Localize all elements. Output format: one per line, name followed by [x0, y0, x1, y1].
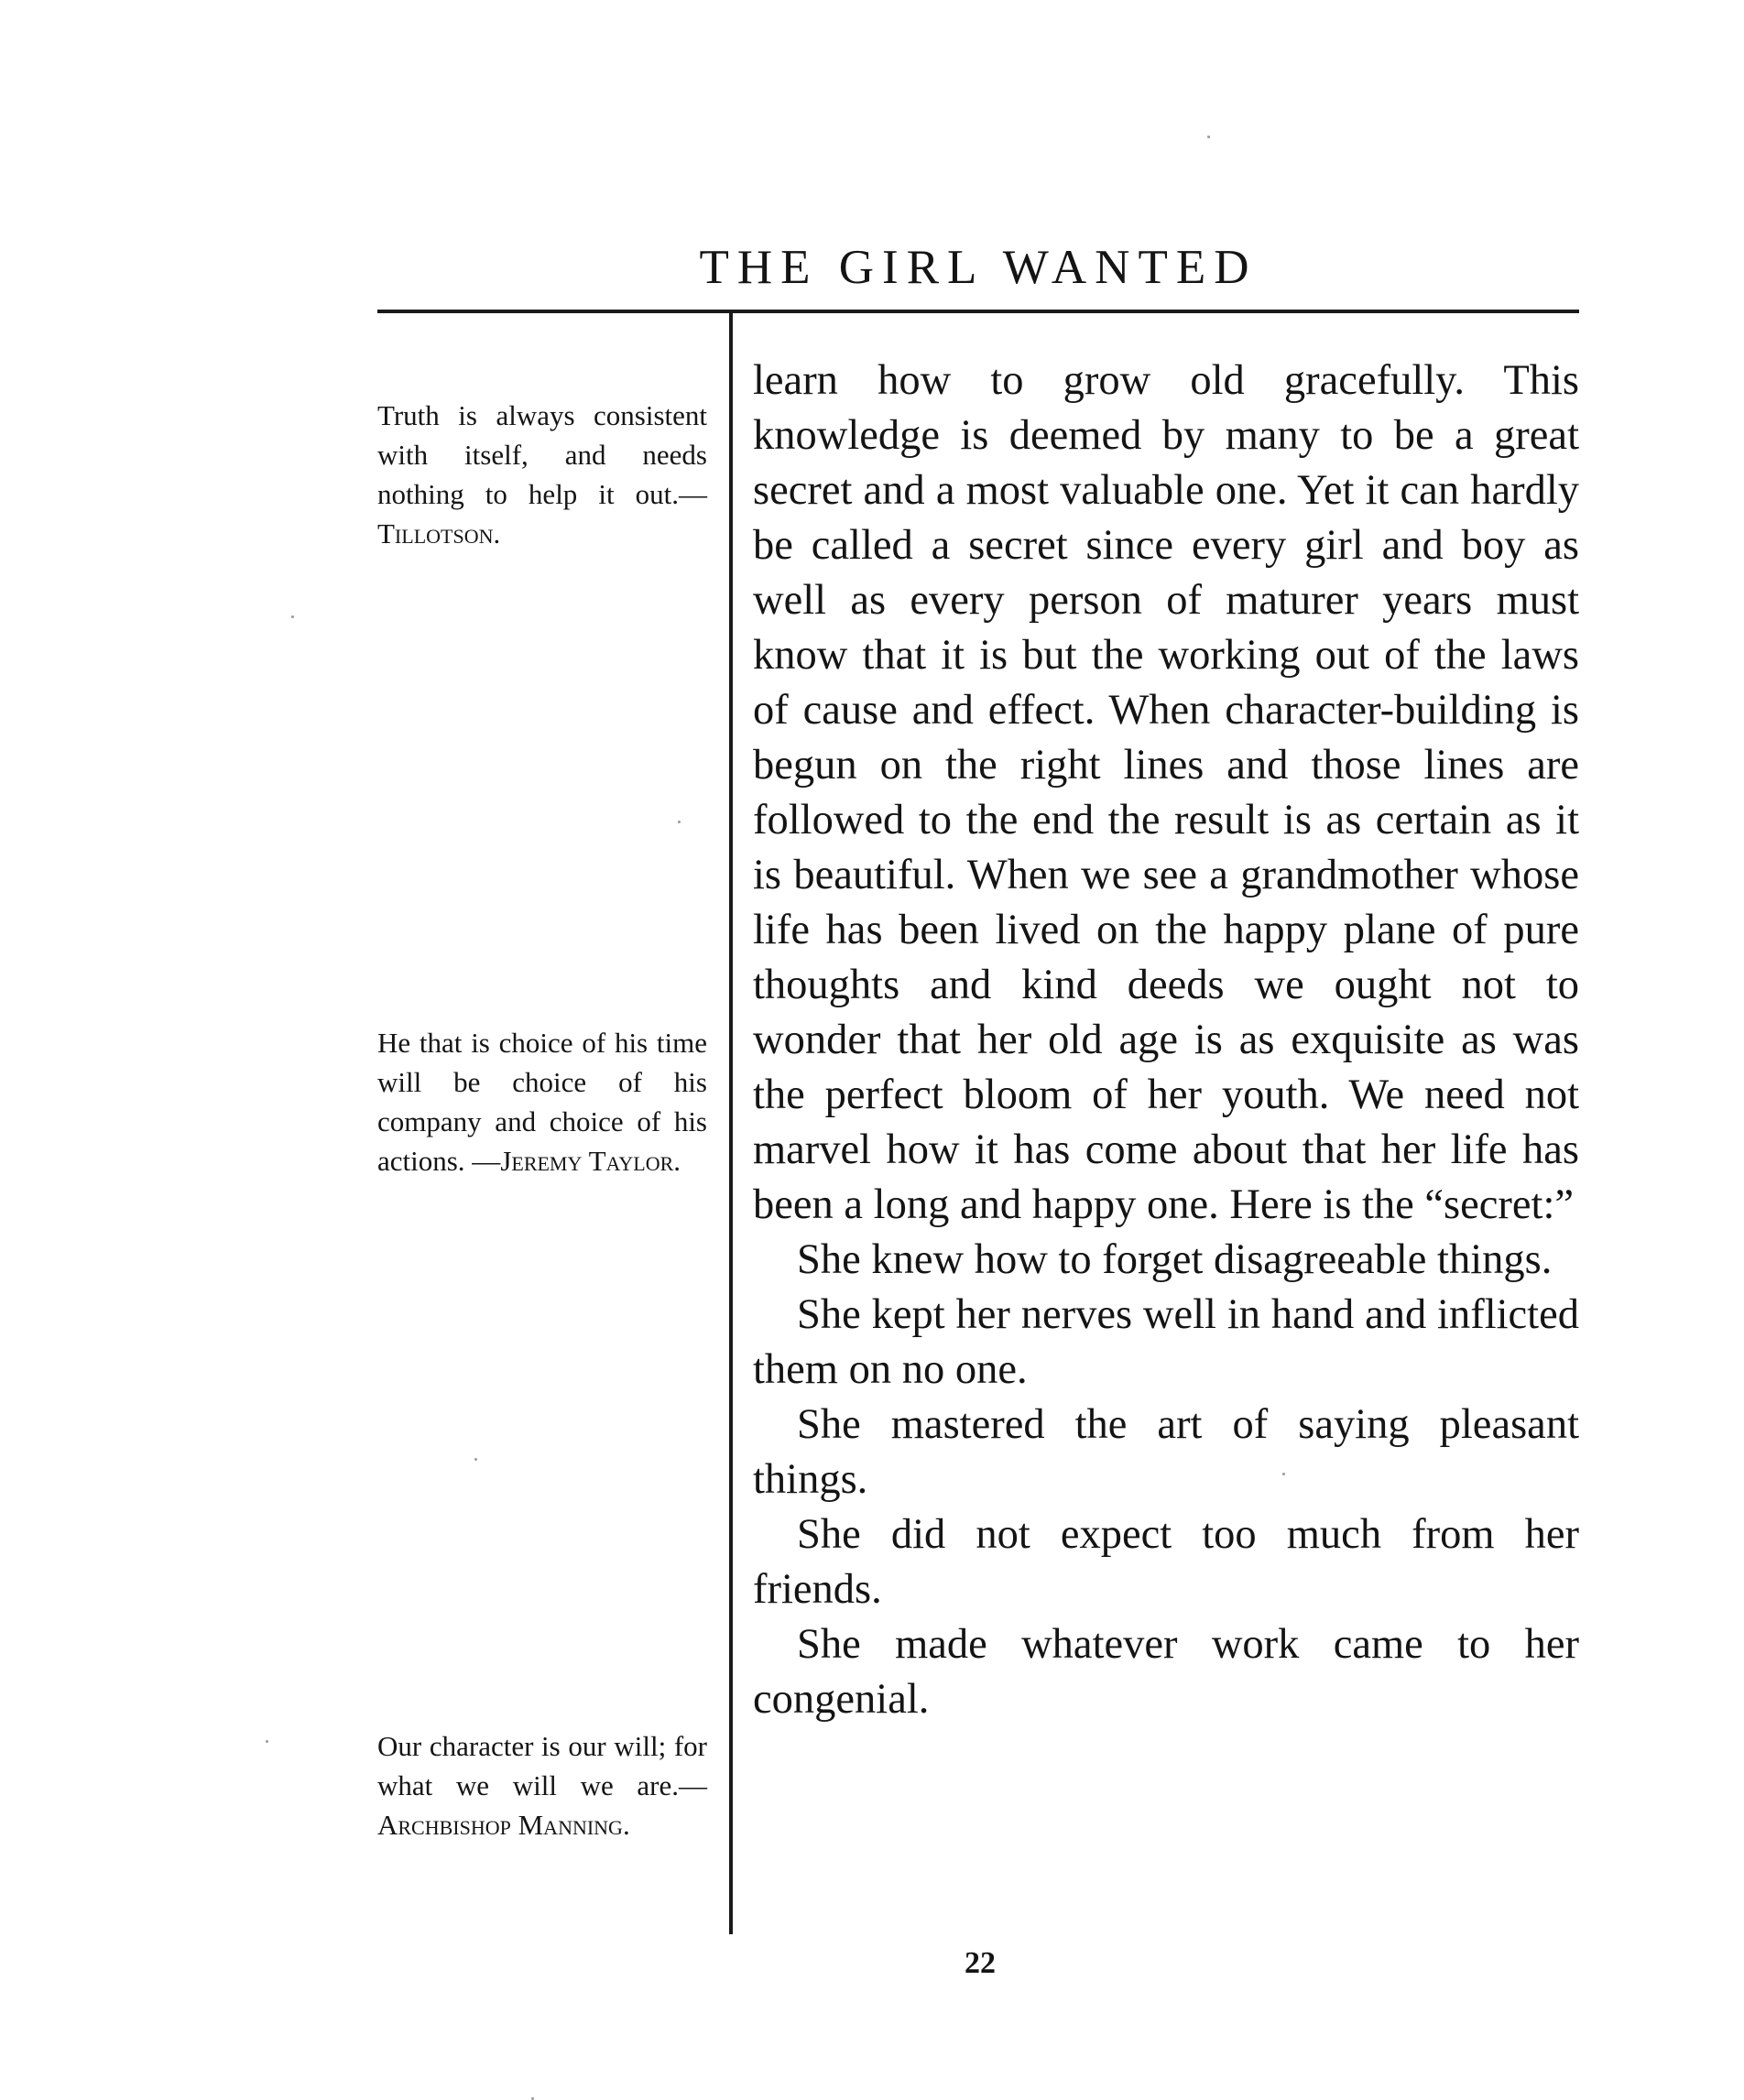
- paragraph: She mastered the art of saying pleasant things.: [753, 1401, 1579, 1503]
- page-number: 22: [965, 1946, 996, 1980]
- main-text: [753, 354, 1579, 1727]
- margin-note-manning: [377, 1726, 707, 1844]
- margin-note-attribution: Archbishop Manning.: [377, 1809, 630, 1841]
- margin-note-tillotson: [377, 396, 707, 553]
- margin-note-text: He that is choice of his time will be choice of his company and choice of his actions. —: [377, 1027, 707, 1177]
- margin-note-text: Truth is always consistent with itself, and needs nothing to help it out.—: [377, 399, 707, 510]
- paragraph: learn how to grow old gracefully. This knowledge is deemed by many to be a great secret and a most valuable one. Yet it can hardly be called a secret since every girl and boy as well as every person of maturer years must know that it is but the working out of the laws of cause and effect. When character-building is begun on the right lines and those lines are followed to the end the result is as certain as it is beautiful. When we see a grandmother whose life has been lived on the happy plane of pure thoughts and kind deeds we ought not to wonder that her old age is as exquisite as was the perfect bloom of her youth. We need not marvel how it has come about that her life has been a long and happy one. Here is the “secret:”: [753, 357, 1579, 1228]
- running-head: THE GIRL WANTED: [699, 241, 1258, 294]
- paragraph: She kept her nerves well in hand and inflicted them on no one.: [753, 1291, 1579, 1393]
- paragraph: She made whatever work came to her congenial.: [753, 1621, 1579, 1723]
- column-divider: [729, 313, 733, 1934]
- paper-speck: [1207, 136, 1210, 138]
- paper-speck: [474, 1458, 477, 1461]
- header-rule: [377, 310, 1579, 313]
- paper-speck: [266, 1740, 268, 1743]
- margin-note-attribution: Tillotson.: [377, 517, 501, 549]
- paragraph: She did not expect too much from her friends.: [753, 1511, 1579, 1613]
- paper-speck: [678, 821, 681, 823]
- margin-note-text: Our character is our will; for what we will we are.—: [377, 1730, 707, 1801]
- margin-note-attribution: Jeremy Taylor.: [500, 1145, 681, 1177]
- paper-speck: [291, 615, 294, 618]
- paragraph: She knew how to forget disagreeable things.: [797, 1236, 1553, 1283]
- margin-note-taylor: [377, 1023, 707, 1181]
- paper-speck: [1282, 1473, 1285, 1475]
